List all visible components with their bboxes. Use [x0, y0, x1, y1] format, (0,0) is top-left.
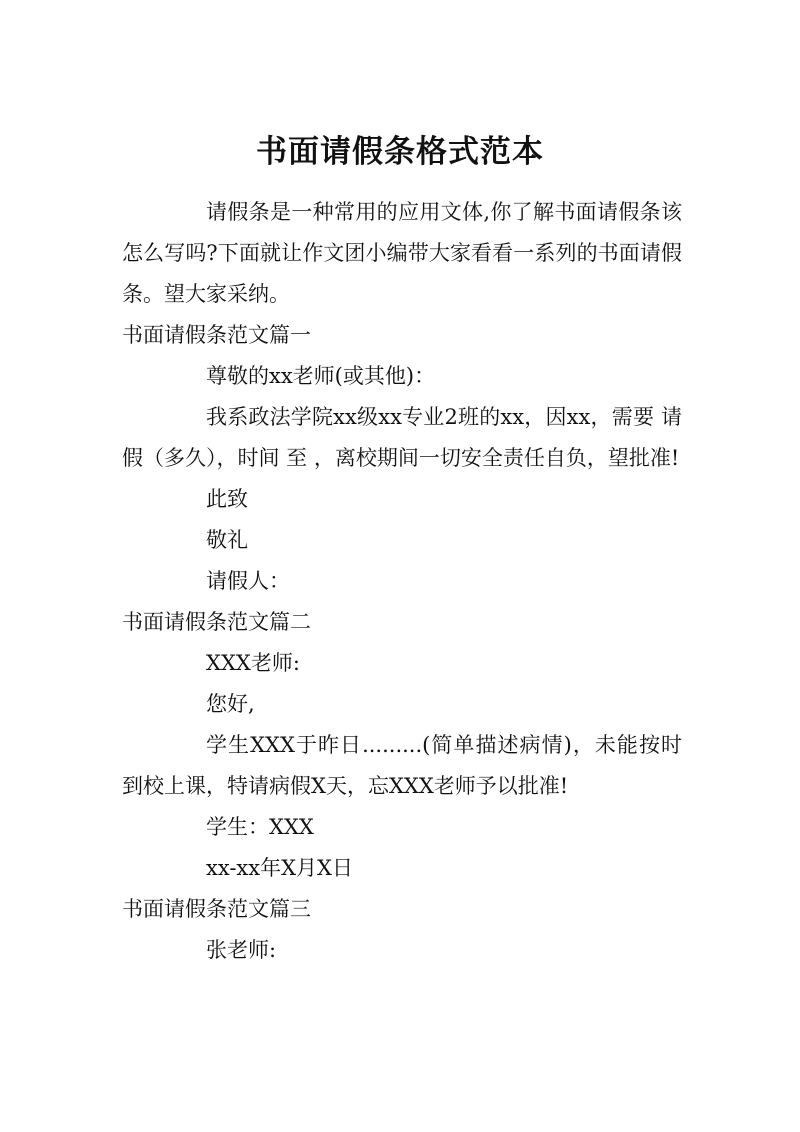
sample-1-salutation: 尊敬的xx老师(或其他)：: [206, 364, 436, 388]
sample-3-salutation: 张老师:: [206, 938, 277, 962]
sample-2-greeting: 您好,: [206, 692, 255, 716]
sample-2-body: 学生XXX于昨日.........(简单描述病情)，未能按时到校上课，特请病假X天，忘XXX老师予以批准!: [122, 733, 682, 798]
sample-2-date: xx-xx年X月X日: [206, 856, 353, 880]
sample-1-closing-1: 此致: [206, 487, 248, 511]
sample-2-signature: 学生：XXX: [206, 815, 314, 839]
sample-1-heading: 书面请假条范文篇一: [122, 323, 311, 347]
document-title: 书面请假条格式范本: [256, 134, 544, 170]
sample-1-signature: 请假人：: [206, 569, 290, 593]
sample-2-salutation: XXX老师:: [206, 651, 300, 675]
sample-1-body: 我系政法学院xx级xx专业2班的xx，因xx，需要 请假（多久），时间 至 ，离校期间一切安全责任自负，望批准!: [122, 405, 682, 470]
sample-2-heading: 书面请假条范文篇二: [122, 610, 311, 634]
document-body: [122, 192, 682, 971]
sample-1-closing-2: 敬礼: [206, 528, 248, 552]
intro-paragraph: 请假条是一种常用的应用文体,你了解书面请假条该怎么写吗?下面就让作文团小编带大家看看一系列的书面请假条。望大家采纳。: [122, 200, 682, 306]
sample-3-heading: 书面请假条范文篇三: [122, 897, 311, 921]
